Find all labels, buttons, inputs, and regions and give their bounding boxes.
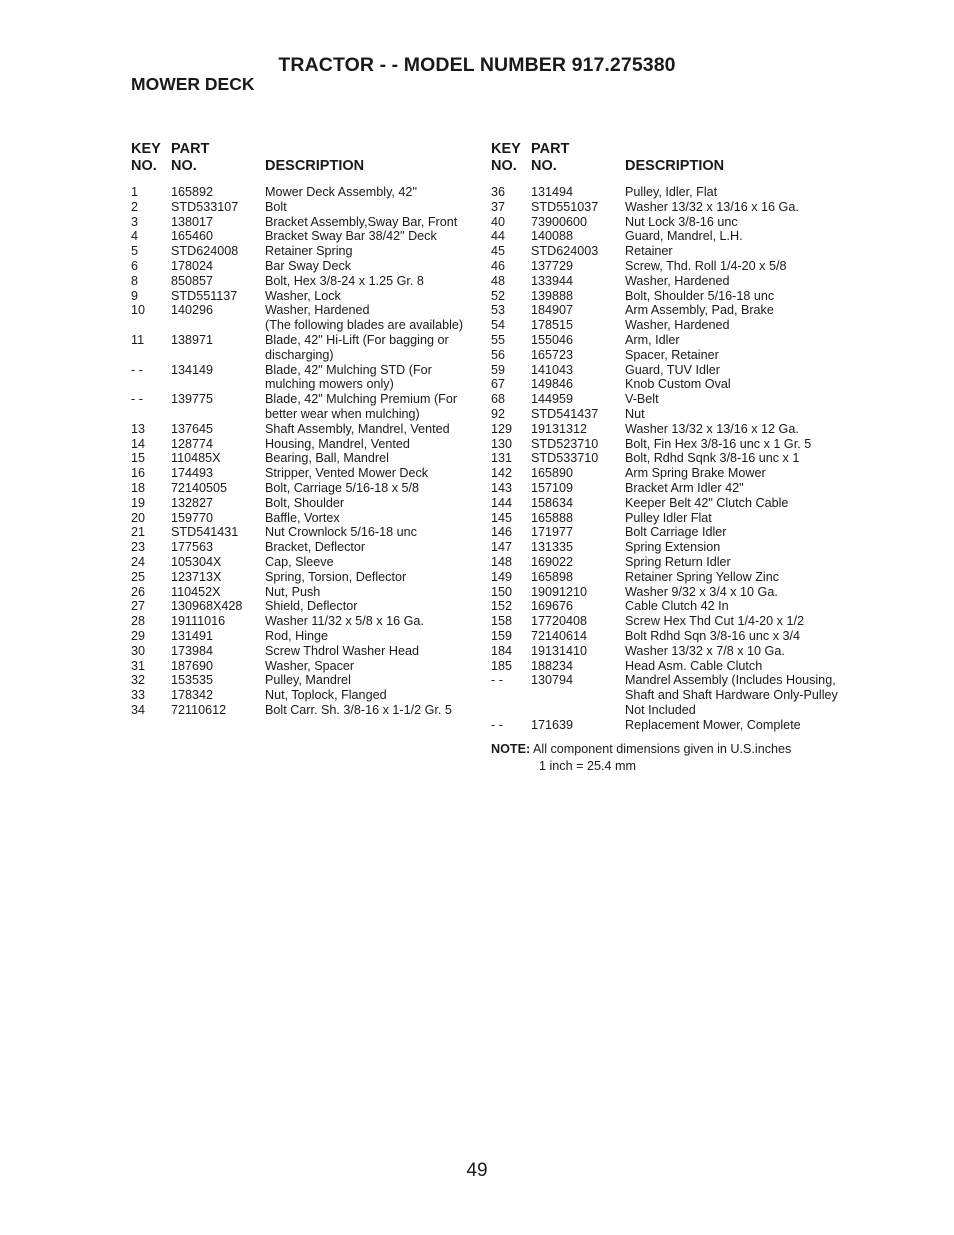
table-row [491, 229, 836, 244]
header-part-top: PART [171, 141, 210, 157]
parts-list-right [491, 185, 836, 732]
description: Bolt Carriage Idler [625, 525, 727, 540]
part-no: 165460 [171, 229, 214, 244]
description: Mandrel Assembly (Includes Housing, Shaft and Shaft Hardware Only-Pulley Not Included [625, 673, 838, 717]
description: Nut Crownlock 5/16-18 unc [265, 525, 417, 540]
table-row [131, 363, 476, 393]
part-no: 165888 [531, 510, 574, 525]
part-no: STD541431 [171, 525, 239, 540]
header-part-bottom: NO. [171, 158, 197, 174]
table-row [491, 629, 836, 644]
description: Screw, Thd. Roll 1/4-20 x 5/8 [625, 258, 787, 273]
key-no: 131 [491, 451, 513, 466]
part-no: 19091210 [531, 584, 588, 599]
header-key-top: KEY [131, 141, 161, 157]
description: Spacer, Retainer [625, 347, 719, 362]
description: Stripper, Vented Mower Deck [265, 466, 429, 481]
key-no: - - [491, 673, 503, 688]
table-row [491, 303, 836, 318]
description: Replacement Mower, Complete [625, 717, 801, 732]
part-no: 110485X [171, 451, 221, 466]
header-description: DESCRIPTION [625, 158, 725, 174]
description: Pulley, Mandrel [265, 673, 351, 688]
header-description: DESCRIPTION [265, 158, 365, 174]
part-no: 171977 [531, 525, 574, 540]
part-no: STD624008 [171, 244, 239, 259]
header-key-bottom: NO. [491, 158, 517, 174]
table-row [491, 481, 836, 496]
table-row [131, 525, 476, 540]
part-no: 73900600 [531, 214, 588, 229]
table-row [131, 318, 476, 333]
key-no: 142 [491, 466, 513, 481]
description: Shield, Deflector [265, 599, 358, 614]
table-row [131, 629, 476, 644]
table-row [491, 466, 836, 481]
description: Spring Return Idler [625, 554, 731, 569]
part-no: 169022 [531, 554, 574, 569]
table-row [491, 525, 836, 540]
part-no: 72110612 [171, 702, 227, 717]
table-row [131, 185, 476, 200]
description: Bolt, Shoulder 5/16-18 unc [625, 288, 775, 303]
part-no: 110452X [171, 584, 221, 599]
table-row [491, 718, 836, 733]
key-no: 5 [131, 244, 139, 259]
header-part-top: PART [531, 141, 570, 157]
description: Washer 13/32 x 13/16 x 16 Ga. [625, 199, 799, 214]
description: Washer 13/32 x 13/16 x 12 Ga. [625, 421, 799, 436]
key-no: 15 [131, 451, 146, 466]
key-no: 45 [491, 244, 506, 259]
key-no: 54 [491, 318, 506, 333]
table-row [491, 333, 836, 348]
part-no: 132827 [171, 495, 214, 510]
page-title: TRACTOR - - MODEL NUMBER 917.275380 [278, 54, 676, 76]
table-row [491, 348, 836, 363]
description: Housing, Mandrel, Vented [265, 436, 410, 451]
part-no: 134149 [171, 362, 214, 377]
table-row [491, 215, 836, 230]
table-row [491, 570, 836, 585]
table-row [491, 244, 836, 259]
description: Bracket, Deflector [265, 540, 366, 555]
key-no: 148 [491, 554, 513, 569]
table-row [131, 244, 476, 259]
key-no: 20 [131, 510, 146, 525]
description: Bolt Carr. Sh. 3/8-16 x 1-1/2 Gr. 5 [265, 702, 452, 717]
part-no: 105304X [171, 554, 222, 569]
description: Bolt, Shoulder [265, 495, 345, 510]
part-no: 159770 [171, 510, 214, 525]
key-no: 25 [131, 569, 146, 584]
key-no: 92 [491, 406, 506, 421]
part-no: 184907 [531, 303, 574, 318]
parts-column-right [491, 141, 836, 775]
part-no: 140296 [171, 303, 214, 318]
part-no: 123713X [171, 569, 222, 584]
key-no: 143 [491, 480, 513, 495]
column-header [131, 141, 476, 185]
description: Bracket Sway Bar 38/42" Deck [265, 229, 437, 244]
table-row [131, 673, 476, 688]
column-header [491, 141, 836, 185]
part-no: 137645 [171, 421, 214, 436]
description: Pulley Idler Flat [625, 510, 712, 525]
parts-column-left [131, 141, 476, 718]
key-no: 23 [131, 540, 146, 555]
header-key-bottom: NO. [131, 158, 157, 174]
description: Washer, Lock [265, 288, 341, 303]
key-no: 55 [491, 332, 506, 347]
key-no: 27 [131, 599, 146, 614]
key-no: 24 [131, 554, 146, 569]
key-no: 46 [491, 258, 506, 273]
part-no: 72140505 [171, 480, 228, 495]
table-row [131, 333, 476, 363]
key-no: 13 [131, 421, 146, 436]
description: Bracket Arm Idler 42" [625, 480, 744, 495]
description: V-Belt [625, 392, 659, 407]
table-row [491, 659, 836, 674]
key-no: 150 [491, 584, 513, 599]
part-no: 128774 [171, 436, 214, 451]
description: Shaft Assembly, Mandrel, Vented [265, 421, 450, 436]
table-row [491, 599, 836, 614]
key-no: 40 [491, 214, 506, 229]
part-no: 174493 [171, 466, 214, 481]
key-no: 44 [491, 229, 506, 244]
key-no: 56 [491, 347, 506, 362]
part-no: STD541437 [531, 406, 599, 421]
description: Bolt, Rdhd Sqnk 3/8-16 unc x 1 [625, 451, 800, 466]
key-no: 33 [131, 688, 146, 703]
part-no: 131491 [171, 628, 214, 643]
key-no: 18 [131, 480, 146, 495]
key-no: 21 [131, 525, 146, 540]
table-row [131, 555, 476, 570]
part-no: 130794 [531, 673, 574, 688]
description: Spring Extension [625, 540, 721, 555]
part-no: STD624003 [531, 244, 599, 259]
description: Blade, 42" Hi-Lift (For bagging or discharging) [265, 332, 449, 362]
key-no: 147 [491, 540, 513, 555]
table-row [131, 303, 476, 318]
key-no: 26 [131, 584, 146, 599]
table-row [491, 259, 836, 274]
table-row [131, 688, 476, 703]
note-conversion: 1 inch = 25.4 mm [539, 759, 636, 774]
table-row [491, 496, 836, 511]
key-no: 1 [131, 185, 139, 199]
table-row [491, 318, 836, 333]
key-no: 158 [491, 614, 513, 629]
key-no: 16 [131, 466, 146, 481]
description: Guard, Mandrel, L.H. [625, 229, 743, 244]
key-no: 32 [131, 673, 146, 688]
header-key-top: KEY [491, 141, 521, 157]
table-row [491, 392, 836, 407]
description: Bracket Assembly,Sway Bar, Front [265, 214, 458, 229]
description: Screw Thdrol Washer Head [265, 643, 419, 658]
key-no [131, 318, 171, 333]
key-no: 3 [131, 214, 139, 229]
part-no: 131494 [531, 185, 574, 199]
table-row [131, 644, 476, 659]
table-row [131, 259, 476, 274]
part-no [171, 318, 265, 333]
description: Knob Custom Oval [625, 377, 731, 392]
table-row [131, 215, 476, 230]
part-no: 850857 [171, 273, 214, 288]
description: Spring, Torsion, Deflector [265, 569, 407, 584]
table-row [131, 466, 476, 481]
page-number: 49 [466, 1160, 488, 1181]
description: Washer 9/32 x 3/4 x 10 Ga. [625, 584, 778, 599]
key-no: 11 [131, 332, 145, 347]
table-row [131, 274, 476, 289]
description: (The following blades are available) [265, 318, 464, 333]
table-row [131, 200, 476, 215]
key-no: 48 [491, 273, 506, 288]
parts-list-left [131, 185, 476, 718]
description: Head Asm. Cable Clutch [625, 658, 763, 673]
table-row [131, 437, 476, 452]
key-no: 28 [131, 614, 146, 629]
table-row [491, 363, 836, 378]
part-no: 139888 [531, 288, 574, 303]
key-no: 149 [491, 569, 513, 584]
table-row [131, 570, 476, 585]
description: Mower Deck Assembly, 42" [265, 185, 417, 199]
description: Rod, Hinge [265, 628, 329, 643]
description: Washer, Hardened [265, 303, 370, 318]
part-no: 139775 [171, 392, 214, 407]
description: Guard, TUV Idler [625, 362, 720, 377]
part-no: 173984 [171, 643, 214, 658]
key-no: 52 [491, 288, 506, 303]
part-no: STD523710 [531, 436, 599, 451]
description: Bolt, Fin Hex 3/8-16 unc x 1 Gr. 5 [625, 436, 812, 451]
description: Nut [625, 406, 645, 421]
description: Bar Sway Deck [265, 258, 352, 273]
key-no: 67 [491, 377, 506, 392]
key-no: 53 [491, 303, 506, 318]
key-no: 31 [131, 658, 146, 673]
part-no: 138971 [171, 332, 214, 347]
description: Bolt Rdhd Sqn 3/8-16 unc x 3/4 [625, 628, 801, 643]
part-no: 19111016 [171, 614, 226, 629]
part-no: 140088 [531, 229, 574, 244]
part-no: 144959 [531, 392, 574, 407]
table-row [491, 673, 836, 717]
part-no: STD551037 [531, 199, 599, 214]
key-no: 4 [131, 229, 139, 244]
part-no: 165723 [531, 347, 574, 362]
description: Blade, 42" Mulching STD (For mulching mowers only) [265, 362, 432, 392]
description: Cap, Sleeve [265, 554, 334, 569]
table-row [491, 377, 836, 392]
description: Pulley, Idler, Flat [625, 185, 718, 199]
description: Retainer [625, 244, 673, 259]
key-no: 10 [131, 303, 146, 318]
table-row [491, 555, 836, 570]
key-no: 29 [131, 628, 146, 643]
key-no: 185 [491, 658, 513, 673]
header-part-bottom: NO. [531, 158, 557, 174]
key-no: 145 [491, 510, 513, 525]
table-row [131, 422, 476, 437]
description: Washer, Spacer [265, 658, 355, 673]
description: Bolt [265, 199, 287, 214]
part-no: 158634 [531, 495, 574, 510]
description: Nut Lock 3/8-16 unc [625, 214, 738, 229]
table-row [491, 422, 836, 437]
table-row [491, 274, 836, 289]
table-row [131, 585, 476, 600]
part-no: 171639 [531, 717, 574, 732]
part-no: 137729 [531, 258, 574, 273]
part-no: 130968X428 [171, 599, 243, 614]
part-no: 165890 [531, 466, 574, 481]
part-no: 17720408 [531, 614, 588, 629]
part-no: 149846 [531, 377, 574, 392]
part-no: 178342 [171, 688, 214, 703]
table-row [131, 229, 476, 244]
part-no: STD533107 [171, 199, 239, 214]
table-row [491, 614, 836, 629]
part-no: 157109 [531, 480, 574, 495]
description: Arm Spring Brake Mower [625, 466, 766, 481]
description: Washer, Hardened [625, 318, 730, 333]
table-row [131, 659, 476, 674]
description: Nut, Toplock, Flanged [265, 688, 387, 703]
description: Bearing, Ball, Mandrel [265, 451, 389, 466]
key-no: - - [131, 362, 143, 377]
description: Bolt, Carriage 5/16-18 x 5/8 [265, 480, 420, 495]
key-no: - - [491, 717, 503, 732]
key-no: 6 [131, 258, 139, 273]
table-row [131, 451, 476, 466]
key-no: 130 [491, 436, 513, 451]
table-row [491, 289, 836, 304]
key-no: 34 [131, 702, 146, 717]
note-text: All component dimensions given in U.S.inches [533, 742, 792, 757]
table-row [491, 451, 836, 466]
table-row [131, 392, 476, 422]
key-no: 2 [131, 199, 139, 214]
table-row [491, 437, 836, 452]
description: Washer, Hardened [625, 273, 730, 288]
part-no: 131335 [531, 540, 574, 555]
key-no: 19 [131, 495, 146, 510]
part-no: 155046 [531, 332, 574, 347]
description: Washer 11/32 x 5/8 x 16 Ga. [265, 614, 424, 629]
part-no: 178515 [531, 318, 574, 333]
part-no: 72140614 [531, 628, 588, 643]
table-row [491, 644, 836, 659]
key-no: 184 [491, 643, 513, 658]
table-row [491, 200, 836, 215]
key-no: 129 [491, 421, 513, 436]
description: Screw Hex Thd Cut 1/4-20 x 1/2 [625, 614, 804, 629]
part-no: 188234 [531, 658, 574, 673]
key-no: 59 [491, 362, 506, 377]
part-no: 177563 [171, 540, 214, 555]
key-no: - - [131, 392, 143, 407]
key-no: 159 [491, 628, 513, 643]
part-no: 133944 [531, 273, 574, 288]
key-no: 8 [131, 273, 139, 288]
key-no: 152 [491, 599, 513, 614]
part-no: STD533710 [531, 451, 599, 466]
part-no: 187690 [171, 658, 214, 673]
key-no: 36 [491, 185, 506, 199]
table-row [131, 703, 476, 718]
part-no: STD551137 [171, 288, 238, 303]
part-no: 138017 [171, 214, 214, 229]
key-no: 68 [491, 392, 506, 407]
description: Keeper Belt 42" Clutch Cable [625, 495, 789, 510]
key-no: 30 [131, 643, 146, 658]
table-row [491, 185, 836, 200]
key-no: 146 [491, 525, 513, 540]
description: Arm, Idler [625, 332, 680, 347]
part-no: 19131312 [531, 421, 588, 436]
table-row [131, 599, 476, 614]
description: Blade, 42" Mulching Premium (For better wear when mulching) [265, 392, 458, 421]
description: Arm Assembly, Pad, Brake [625, 303, 774, 318]
table-row [131, 614, 476, 629]
table-row [131, 540, 476, 555]
table-row [491, 585, 836, 600]
dimension-note [491, 741, 836, 775]
note-label: NOTE: [491, 742, 531, 757]
key-no: 14 [131, 436, 146, 451]
table-row [131, 289, 476, 304]
table-row [491, 511, 836, 526]
description: Bolt, Hex 3/8-24 x 1.25 Gr. 8 [265, 273, 424, 288]
part-no: 19131410 [531, 643, 588, 658]
description: Cable Clutch 42 In [625, 599, 729, 614]
part-no: 178024 [171, 258, 214, 273]
part-no: 141043 [531, 362, 574, 377]
table-row [131, 481, 476, 496]
key-no: 144 [491, 495, 513, 510]
table-row [131, 496, 476, 511]
description: Washer 13/32 x 7/8 x 10 Ga. [625, 643, 785, 658]
table-row [491, 407, 836, 422]
part-no: 169676 [531, 599, 574, 614]
table-row [491, 540, 836, 555]
description: Retainer Spring Yellow Zinc [625, 569, 780, 584]
part-no: 153535 [171, 673, 214, 688]
key-no: 37 [491, 199, 506, 214]
table-row [131, 511, 476, 526]
key-no: 9 [131, 288, 139, 303]
description: Retainer Spring [265, 244, 353, 259]
description: Baffle, Vortex [265, 510, 340, 525]
part-no: 165892 [171, 185, 214, 199]
section-title: MOWER DECK [131, 74, 255, 94]
description: Nut, Push [265, 584, 321, 599]
part-no: 165898 [531, 569, 574, 584]
